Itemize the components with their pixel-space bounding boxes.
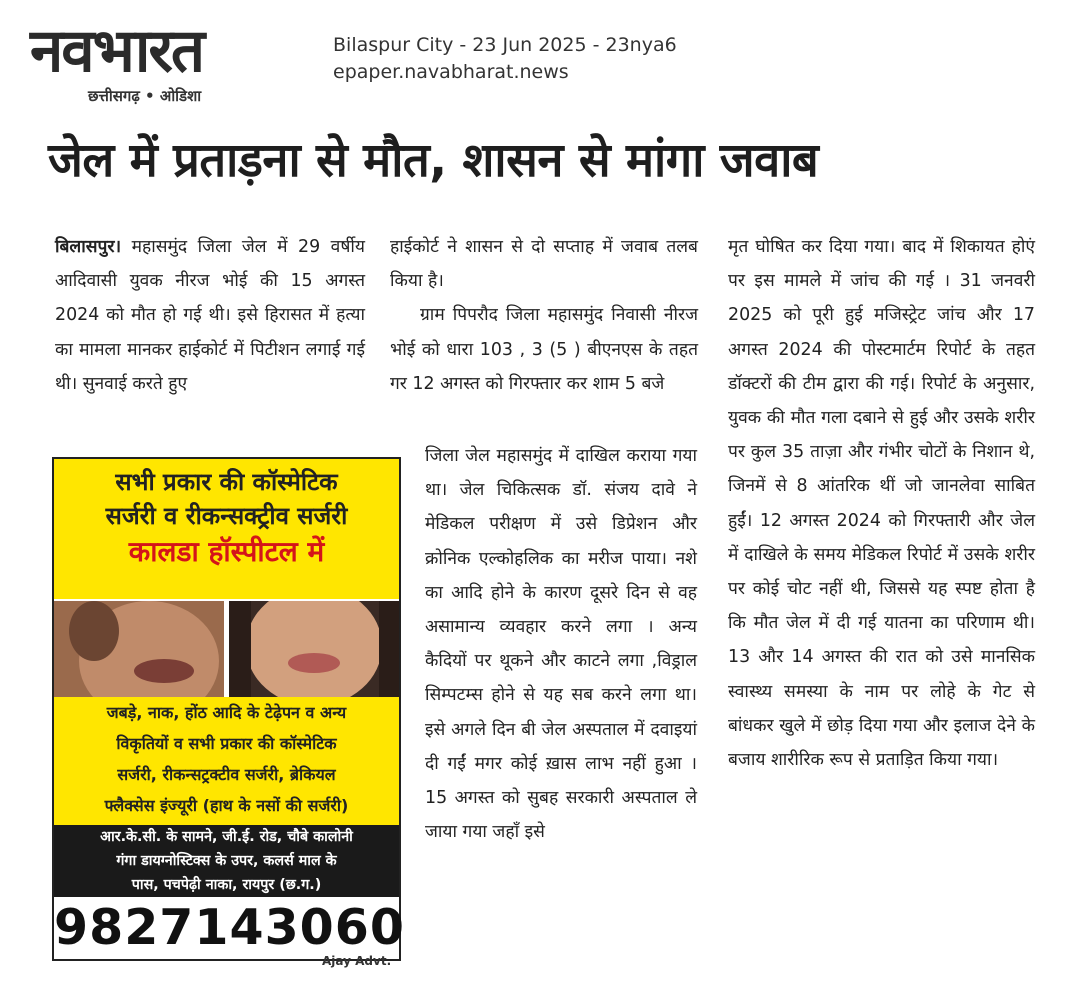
ad-photos: [54, 601, 399, 697]
before-photo: [54, 601, 224, 697]
headline: जेल में प्रताड़ना से मौत, शासन से मांगा जवाब: [48, 133, 819, 188]
ad-phone-number: 9827143060: [54, 899, 405, 956]
logo-wordmark: नवभारत: [30, 16, 204, 86]
ad-line-1: सभी प्रकार की कॉस्मेटिक: [115, 468, 338, 496]
article-column-2-top: [390, 230, 698, 401]
ad-body-line: जबड़े, नाक, होंठ आदि के टेढ़ेपन व अन्य: [106, 703, 347, 722]
ad-body-line: विकृतियों व सभी प्रकार की कॉस्मेटिक: [116, 734, 337, 753]
ad-credit: Ajay Advt.: [322, 954, 392, 968]
edition-info: [333, 32, 677, 86]
logo-region-line: छत्तीसगढ़ • ओडिशा: [88, 87, 202, 105]
article-column-3: [728, 230, 1035, 777]
ad-line-2: सर्जरी व रीकन्सक्ट्रीव सर्जरी: [105, 502, 348, 530]
article-column-1: [55, 230, 365, 401]
advertisement: [52, 457, 405, 961]
ad-address-line: आर.के.सी. के सामने, जी.ई. रोड, चौबे कालोनी: [100, 829, 353, 845]
ad-address-line: गंगा डायग्नोस्टिक्स के उपर, कलर्स माल के: [116, 853, 337, 869]
column-1-text: महासमुंद जिला जेल में 29 वर्षीय आदिवासी युवक नीरज भोई की 15 अगस्त 2024 को मौत हो गई थी। इसे हिरासत में हत्या का मामला मानकर हाईकोर्ट में पिटीशन लगाई गई थी। सुनवाई करते हुए: [55, 237, 365, 394]
newspaper-logo: [30, 16, 308, 105]
after-photo: [229, 601, 399, 697]
article-column-2-bottom: [425, 439, 697, 849]
column-2-paragraph-2: ग्राम पिपरौद जिला महासमुंद निवासी नीरज भोई को धारा 103 , 3 (5 ) बीएनएस के तहत गर 12 अगस्त को गिरफ्तार कर शाम 5 बजे: [390, 305, 698, 394]
ad-hospital-name: कालडा हॉस्पीटल में: [128, 535, 325, 568]
ad-address-line: पास, पचपेढ़ी नाका, रायपुर (छ.ग.): [131, 877, 322, 893]
column-2-paragraph-1: हाईकोर्ट ने शासन से दो सप्ताह में जवाब तलब किया है।: [390, 237, 698, 292]
ad-body-line: फ्लैक्सेस इंज्यूरी (हाथ के नसों की सर्जरी): [104, 796, 349, 815]
dateline: बिलासपुर।: [55, 237, 122, 257]
ad-address: [54, 825, 399, 897]
ad-header: [54, 459, 399, 599]
edition-line: Bilaspur City - 23 Jun 2025 - 23nya6: [333, 34, 677, 56]
column-3-text: मृत घोषित कर दिया गया। बाद में शिकायत होएं पर इस मामले में जांच की गई । 31 जनवरी 2025 को पूरी हुई मजिस्ट्रेट जांच और 17 अगस्त 2024 की पोस्टमार्टम रिपोर्ट के तहत डॉक्टरों की टीम द्वारा की गई। रिपोर्ट के अनुसार, युवक की मौत गला दबाने से हुई और उसके शरीर पर कुल 35 ताज़ा और गंभीर चोटों के निशान थे, जिनमें से 8 आंतरिक थीं जो जानलेवा साबित हुईं। 12 अगस्त 2024 को गिरफ्तारी और जेल में दाखिले के समय मेडिकल रिपोर्ट में उसके शरीर पर कोई चोट नहीं थी, जिससे यह स्पष्ट होता है कि मौत जेल में दी गई यातना का परिणाम थी। 13 और 14 अगस्त की रात को उसे मानसिक स्वास्थ्य समस्या के नाम पर लोहे के गेट से बांधकर खुले में छोड़ दिया गया और इलाज देने के बजाय शारीरिक रूप से प्रताड़ित किया गया।: [728, 237, 1035, 771]
ad-services: [54, 697, 399, 825]
website-link[interactable]: epaper.navabharat.news: [333, 61, 569, 83]
column-2-paragraph-2-cont: जिला जेल महासमुंद में दाखिल कराया गया था। जेल चिकित्सक डॉ. संजय दावे ने मेडिकल परीक्षण में उसे डिप्रेशन और क्रोनिक एल्कोहलिक का मरीज पाया। नशे का आदि होने के कारण दूसरे दिन से वह असामान्य व्यवहार करने लगा । अन्य कैदियों पर थूकने और काटने लगा ,विड्राल सिम्पटम्स होने से यह सब करने लगा था। इसे अगले दिन बी जेल अस्पताल में दवाइयां दी गईं मगर कोई ख़ास लाभ नहीं हुआ । 15 अगस्त को सुबह सरकारी अस्पताल ले जाया गया जहाँ इसे: [425, 446, 697, 843]
ad-body-line: सर्जरी, रीकन्सट्रक्टीव सर्जरी, ब्रेकियल: [117, 765, 336, 784]
